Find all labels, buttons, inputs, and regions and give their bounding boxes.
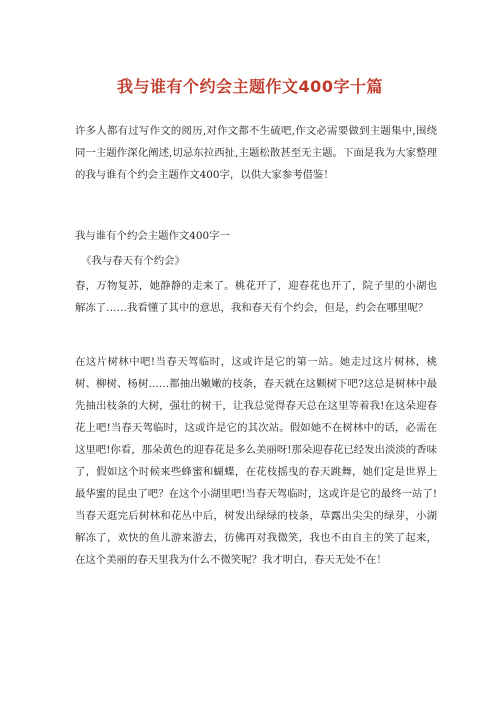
body-paragraph: 在这片树林中吧!当春天驾临时，这或许是它的第一站。她走过这片树林，桃树、柳树、杨树……都抽出嫩嫩的枝条，春天就在这颗树下吧?这总是树林中最先抽出枝条的大树，强壮的树干，让我总觉得春天总在这里等着我!在这朵迎春花上吧!当春天驾临时，这或许是它的其次站。假如她不在树林中的话，必需在这里吧!你看，那朵黄色的迎春花是多么美丽呀!那朵迎春花已经发出淡淡的香味了，假如这个时候来些蜂蜜和蝴蝶，在花枝摇曳的春天跳舞，她们定是世界上最华蜜的昆虫了吧？在这个小湖里吧!当春天驾临时，这或许是它的最终一站了!当春天逛完后树林和花丛中后，树发出绿绿的枝条，草露出尖尖的绿芽，小湖解冻了，欢快的鱼儿游来游去，彷佛再对我微笑，我也不由自主的笑了起来，在这个美丽的春天里我为什么不微笑呢？我才明白，春天无处不在！ (75, 356, 437, 566)
essay-heading: 我与谁有个约会主题作文400字一 (75, 230, 230, 242)
essay-subtitle: 《我与春天有个约会》 (81, 255, 185, 267)
document-title: 我与谁有个约会主题作文400字十篇 (117, 77, 383, 96)
body-paragraph: 春，万物复苏，她静静的走来了。桃花开了，迎春花也开了，院子里的小湖也解冻了……我看懂了其中的意思，我和春天有个约会，但是，约会在哪里呢？ (75, 280, 437, 314)
intro-paragraph: 许多人都有过写作文的阅历,对作文都不生硫吧,作文必需要做到主题集中,围绕同一主题作深化阐述,切忌东拉西扯,主题松散甚至无主题。下面是我为大家整理的我与谁有个约会主题作文400字，以供大家参考借鉴！ (75, 125, 437, 181)
